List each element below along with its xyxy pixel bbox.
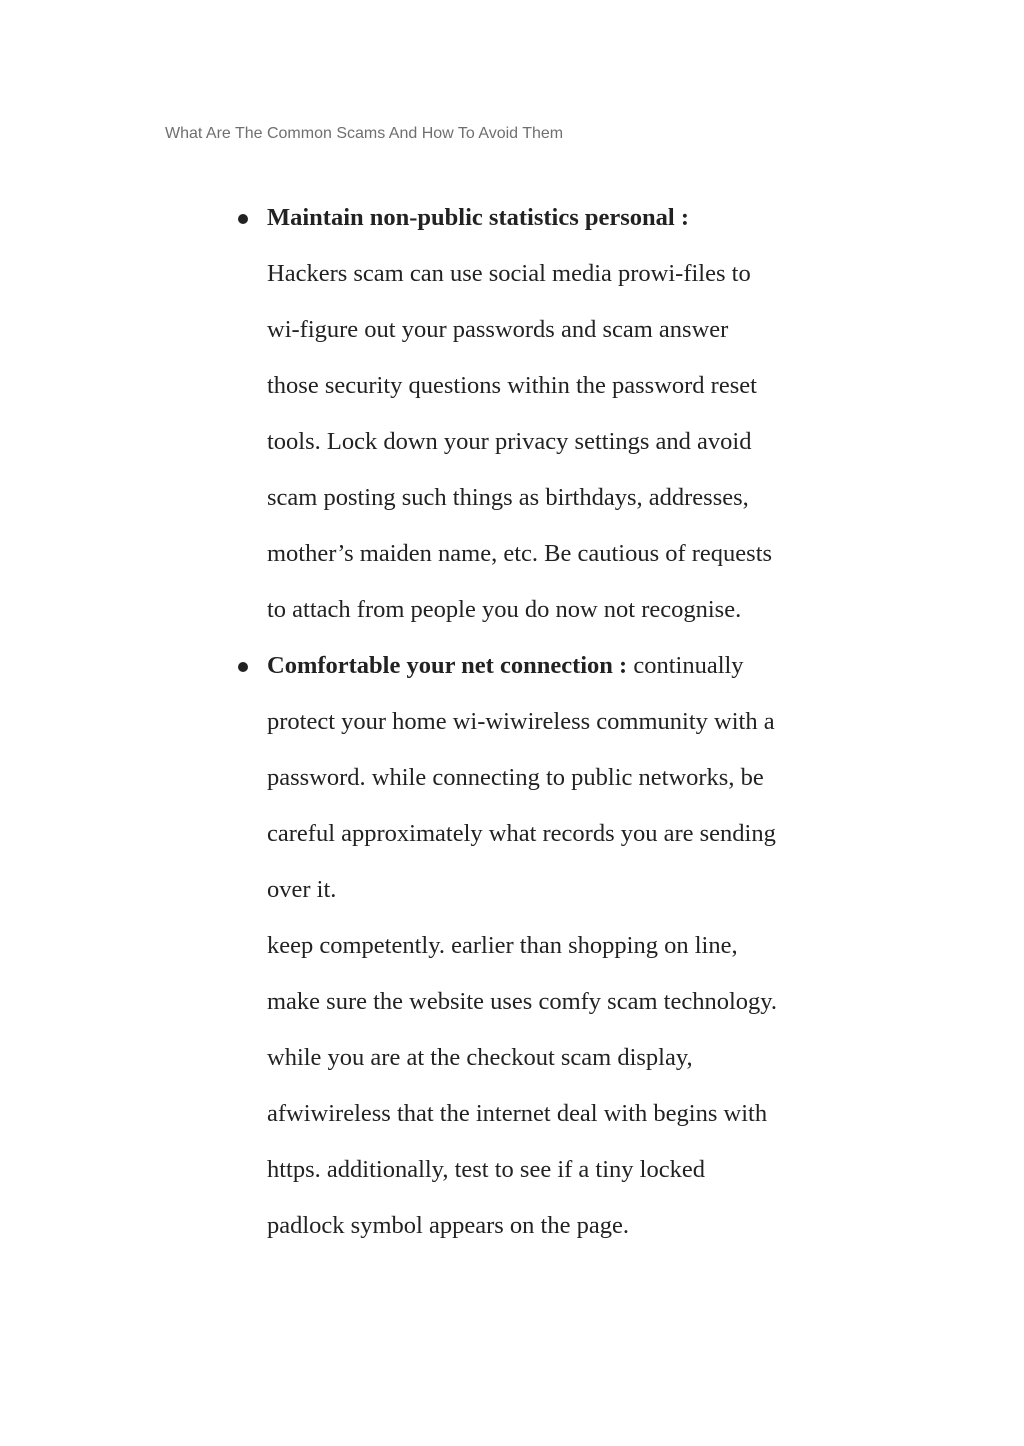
paragraph-line: while you are at the checkout scam display, (267, 1044, 693, 1071)
paragraph-line: password. while connecting to public networks, be (267, 764, 764, 791)
paragraph-line: to attach from people you do now not recognise. (267, 596, 742, 623)
bullet-heading: Comfortable your net connection : (267, 652, 628, 679)
running-header: What Are The Common Scams And How To Avoid Them (165, 125, 564, 142)
paragraph-line: https. additionally, test to see if a tiny locked (267, 1156, 705, 1183)
paragraph-line: careful approximately what records you are sending (267, 820, 776, 847)
bullet-heading: Maintain non-public statistics personal : (267, 204, 689, 231)
bullet-heading-tail: continually (627, 652, 744, 679)
paragraph-line: Hackers scam can use social media prowi-files to (267, 260, 751, 287)
paragraph-line: wi-figure out your passwords and scam answer (267, 316, 729, 343)
bullet-icon (238, 214, 248, 224)
paragraph-line: over it. (267, 876, 337, 903)
paragraph-line: padlock symbol appears on the page. (267, 1212, 629, 1239)
paragraph-line: make sure the website uses comfy scam technology. (267, 988, 778, 1015)
paragraph-line: tools. Lock down your privacy settings and avoid (267, 428, 752, 455)
paragraph-line: keep competently. earlier than shopping on line, (267, 932, 738, 959)
paragraph-line: protect your home wi-wiwireless community with a (267, 708, 775, 735)
bullet-icon (238, 662, 248, 672)
bullet-heading-line (267, 638, 744, 694)
paragraph-line: afwiwireless that the internet deal with begins with (267, 1100, 768, 1127)
paragraph-line: those security questions within the password reset (267, 372, 757, 399)
paragraph-line: mother’s maiden name, etc. Be cautious of requests (267, 540, 773, 567)
paragraph-line: scam posting such things as birthdays, addresses, (267, 484, 749, 511)
